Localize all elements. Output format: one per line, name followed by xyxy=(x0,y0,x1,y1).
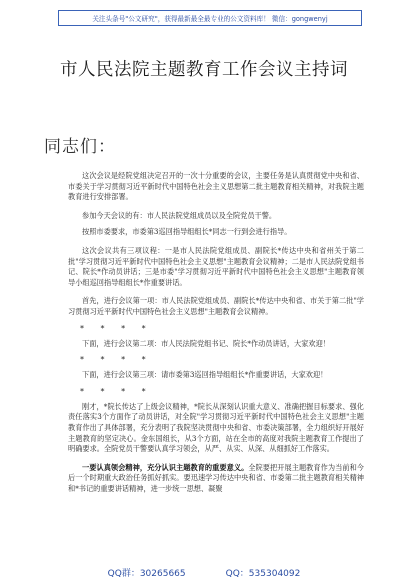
paragraph-agenda: 这次会议共有三项议程：一是市人民法院党组成员、副院长*传达中央和省州关于第二批"学习贯彻习近平新时代中国特色社会主义思想"主题教育会议精神；二是市人民法院党组书记、院长*作动员讲话；三是市委"学习贯彻习近平新时代中国特色社会主义思想"主题教育领导小组巡回指导组组长*作重要讲话。 xyxy=(68,245,364,287)
paragraph-attendees: 参加今天会议的有：市人民法院党组成员以及全院党员干警。 xyxy=(82,210,277,220)
document-title: 市人民法院主题教育工作会议主持词 xyxy=(60,60,348,80)
promo-banner-text: 关注头条号"公文研究"，获得最新最全最专业的公文资料库！ 微信：gongwenyj xyxy=(92,15,328,23)
paragraph-requirement-one xyxy=(68,463,364,495)
promo-banner xyxy=(58,10,362,26)
qq-number: QQ：535304092 xyxy=(225,569,301,579)
section-separator: * * * * xyxy=(80,355,153,365)
paragraph-guidance: 按照市委要求，市委第3巡回指导组组长*同志一行到会进行指导。 xyxy=(82,227,292,237)
paragraph-summary: 刚才，*院长传达了上级会议精神，*院长从深刻认识重大意义、准确把握目标要求、强化责任落实3个方面作了动员讲话，对全院"学习贯彻习近平新时代中国特色社会主义思想"主题教育作出了具体部署，充分表明了我院坚决贯彻中央和省、市委决策部署，全力组织好开展好主题教育的坚定决心。金东国组长，从3个方面，站在全市的高度对我院主题教育工作提出了明确要求。全院党员干警要认真学习领会，从严、从实、从深、从细抓好工作落实。 xyxy=(68,401,364,454)
paragraph-item-two: 下面，进行会议第二项：市人民法院党组书记、院长*作动员讲话，大家欢迎！ xyxy=(82,338,330,348)
section-separator: * * * * xyxy=(80,323,153,333)
section-separator: * * * * xyxy=(80,386,153,396)
qq-group: QQ群：30265665 xyxy=(107,569,186,579)
requirement-lead: 一要认真领会精神，充分认识主题教育的重要意义。 xyxy=(82,462,249,472)
document-body xyxy=(68,171,364,502)
paragraph-intro: 这次会议是经院党组决定召开的一次十分重要的会议，主要任务是认真贯彻党中央和省、市委关于学习贯彻习近平新时代中国特色社会主义思想第二批主题教育相关精神，对我院主题教育进行安排部署。 xyxy=(68,171,364,202)
requirement-text: 全院要把开展主题教育作为当前和今后一个时期重大政治任务抓好抓实。要迅速学习传达中央和省、市委第二批主题教育相关精神和*书记的重要讲话精神，进一步统一思想、凝聚 xyxy=(68,462,364,493)
paragraph-item-three: 下面，进行会议第三项：请市委第3巡回指导组组长*作重要讲话，大家欢迎！ xyxy=(82,370,328,380)
footer-contact xyxy=(0,566,408,579)
paragraph-item-one: 首先，进行会议第一项：市人民法院党组成员、副院长*传达中央和省、市关于第二批"学习贯彻习近平新时代中国特色社会主义思想"主题教育会议精神。 xyxy=(68,296,364,316)
greeting: 同志们： xyxy=(44,137,116,157)
